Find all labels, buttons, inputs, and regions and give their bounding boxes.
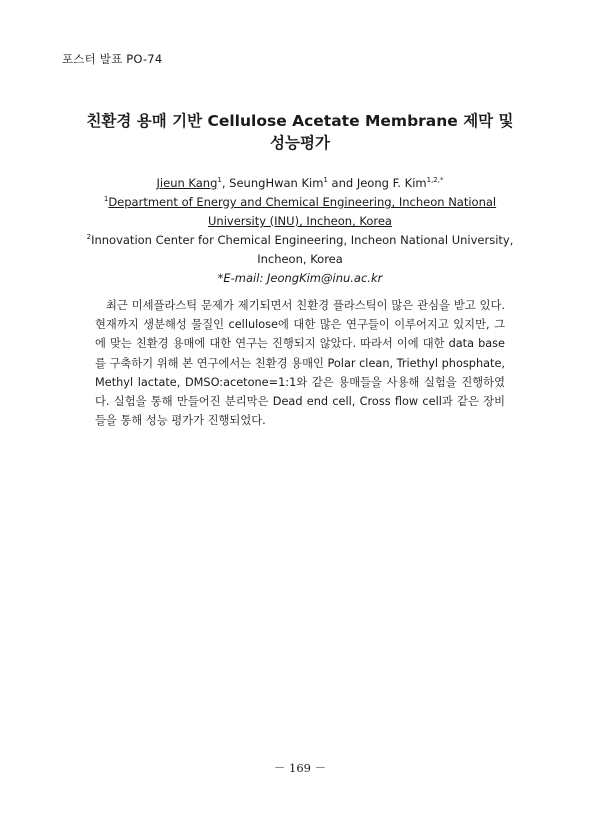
affiliation-1 bbox=[80, 193, 520, 212]
abstract-text: 최근 미세플라스틱 문제가 제기되면서 친환경 플라스틱이 많은 관심을 받고 있다. 현재까지 생분해성 물질인 cellulose에 대한 많은 연구들이 이루어지고 있지만, 그에 맞는 친환경 용매에 대한 연구는 진행되지 않았다. 따라서 이에 대한 data base를 구축하기 위해 본 연구에서는 친환경 용매인 Polar clean, Triethyl phosphate, Methyl lactate, DMSO:acetone=1:1와 같은 용매들을 사용해 실험을 진행하였다. 실험을 통해 만들어진 분리막은 Dead end cell, Cross flow cell과 같은 장비들을 통해 성능 평가가 진행되었다. bbox=[95, 299, 505, 428]
affiliation-2-marker: 2 bbox=[86, 233, 92, 241]
corresponding-email: *E-mail: JeongKim@inu.ac.kr bbox=[217, 271, 383, 285]
author-seunghwan-kim: , SeungHwan Kim bbox=[221, 176, 324, 190]
affiliation-1-line-1: Department of Energy and Chemical Engineering, Incheon National bbox=[108, 195, 497, 209]
title-line-2: 성능평가 bbox=[270, 134, 330, 152]
page-number: － 169 － bbox=[273, 761, 327, 775]
author-1-affiliation: 1 bbox=[217, 176, 222, 184]
affiliation-2 bbox=[80, 231, 520, 250]
affiliation-1-marker: 1 bbox=[103, 195, 109, 203]
title-line-1: 친환경 용매 기반 Cellulose Acetate Membrane 제막 및 bbox=[86, 112, 514, 130]
paper-title bbox=[80, 110, 520, 154]
author-3-affiliation: 1,2,* bbox=[426, 176, 444, 184]
author-jieun-kang: Jieun Kang bbox=[156, 176, 218, 190]
affiliation-1-cont bbox=[80, 212, 520, 231]
affiliation-1-line-2: University (INU), Incheon, Korea bbox=[208, 214, 392, 228]
author-jeong-kim: and Jeong F. Kim bbox=[327, 176, 427, 190]
author-2-affiliation: 1 bbox=[323, 176, 328, 184]
poster-session-header: 포스터 발표 PO-74 bbox=[62, 52, 163, 66]
author-block bbox=[80, 174, 520, 288]
author-names bbox=[80, 174, 520, 193]
affiliation-2-line-2: Incheon, Korea bbox=[257, 252, 343, 266]
affiliation-2-line-1: Innovation Center for Chemical Engineering, Incheon National University, bbox=[91, 233, 514, 247]
